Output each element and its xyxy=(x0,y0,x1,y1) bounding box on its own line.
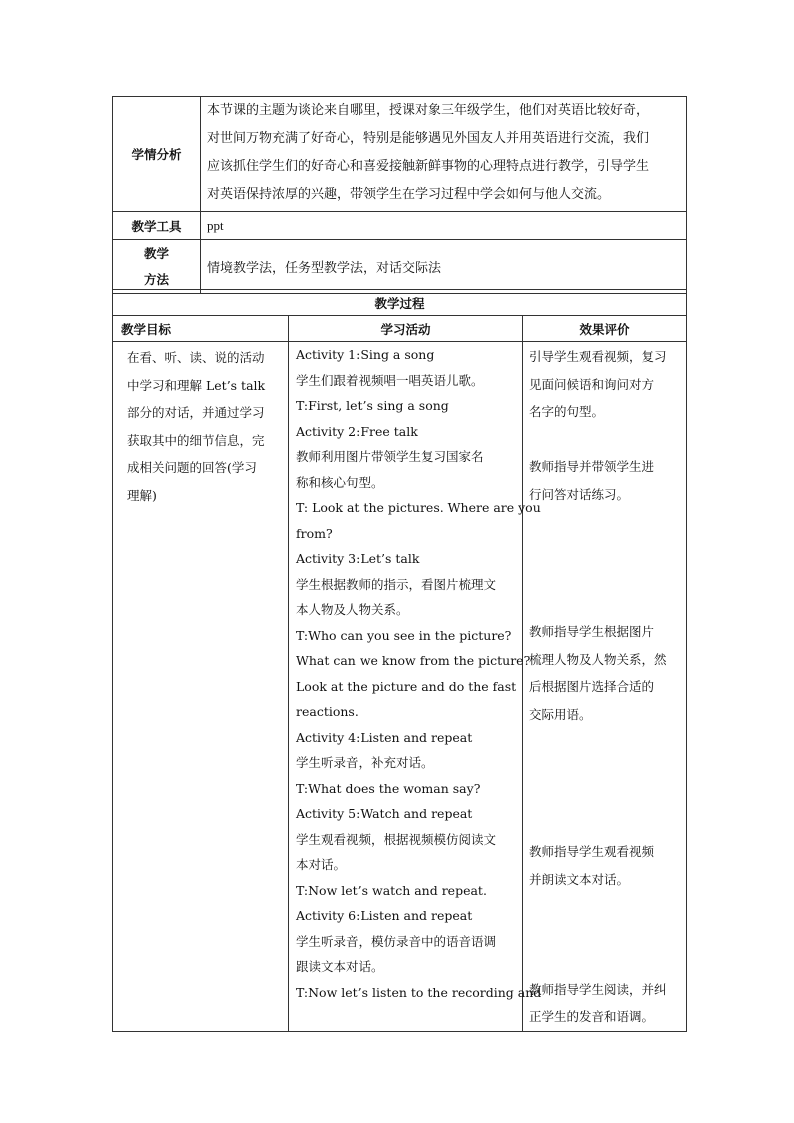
col-header-activity: 学习活动 xyxy=(289,316,523,342)
activity-line: T:Who can you see in the picture? xyxy=(296,627,512,643)
process-header-row xyxy=(113,316,687,342)
activity-line: 学生根据教师的指示，看图片梳理文 xyxy=(296,576,497,592)
eval-cell xyxy=(523,342,687,1032)
goal-line: 成相关问题的回答(学习 xyxy=(127,460,257,475)
eval-line xyxy=(529,426,686,454)
tools-row xyxy=(113,212,687,240)
analysis-line: 对英语保持浓厚的兴趣，带领学生在学习过程中学会如何与他人交流。 xyxy=(207,187,611,202)
goal-line: 部分的对话，并通过学习 xyxy=(127,405,265,420)
method-value-cell xyxy=(201,240,687,294)
activity-line: T:First, let’s sing a song xyxy=(296,398,449,413)
process-content-row xyxy=(113,342,687,1032)
analysis-label: 学情分析 xyxy=(113,97,201,212)
activity-line: Activity 3:Let’s talk xyxy=(296,551,420,566)
analysis-row xyxy=(113,97,687,212)
eval-line xyxy=(529,728,686,756)
analysis-content xyxy=(201,97,687,212)
goal-line: 在看、听、读、说的活动 xyxy=(127,350,265,365)
activity-line: 学生听录音，模仿录音中的语音语调 xyxy=(296,933,497,949)
eval-line: 名字的句型。 xyxy=(529,404,605,419)
activity-line: Activity 6:Listen and repeat xyxy=(296,908,473,923)
activity-line: T: Look at the pictures. Where are you xyxy=(296,500,541,515)
tools-value: ppt xyxy=(207,217,224,233)
method-value: 情境教学法，任务型教学法，对话交际法 xyxy=(207,261,442,276)
eval-line: 见面问候语和询问对方 xyxy=(529,376,655,392)
activity-line: What can we know from the picture? xyxy=(296,653,531,668)
analysis-line: 应该抓住学生们的好奇心和喜爱接触新鲜事物的心理特点进行教学，引导学生 xyxy=(207,159,650,174)
method-label-line-2: 方法 xyxy=(143,271,169,287)
activity-line: Activity 1:Sing a song xyxy=(296,347,435,362)
eval-line: 引导学生观看视频，复习 xyxy=(529,349,667,364)
goal-line: 中学习和理解 Let’s talk xyxy=(127,377,266,393)
activity-line: Look at the picture and do the fast xyxy=(296,678,517,694)
col-header-eval: 效果评价 xyxy=(523,316,687,342)
eval-line: 梳理人物及人物关系，然 xyxy=(529,651,667,667)
eval-line xyxy=(529,756,686,784)
lesson-info-table xyxy=(112,96,687,294)
activity-line: Activity 5:Watch and repeat xyxy=(296,806,473,821)
eval-lines xyxy=(523,342,686,1031)
tools-value-cell xyxy=(201,212,687,240)
method-row xyxy=(113,240,687,294)
analysis-line: 本节课的主题为谈论来自哪里，授课对象三年级学生，他们对英语比较好奇， xyxy=(207,103,650,118)
activity-line: 本对话。 xyxy=(296,857,347,872)
activity-line: T:What does the woman say? xyxy=(296,780,481,796)
goal-cell xyxy=(113,342,289,1032)
activity-line: reactions. xyxy=(296,704,359,719)
activity-line: Activity 4:Listen and repeat xyxy=(296,729,473,745)
analysis-line: 对世间万物充满了好奇心，特别是能够遇见外国友人并用英语进行交流，我们 xyxy=(207,131,650,146)
eval-line: 后根据图片选择合适的 xyxy=(529,679,655,694)
activity-line: 称和核心句型。 xyxy=(296,474,384,490)
process-title: 教学过程 xyxy=(113,290,687,316)
activity-line: from? xyxy=(296,525,333,541)
eval-line xyxy=(529,921,686,949)
activity-line: 教师利用图片带领学生复习国家名 xyxy=(296,449,484,464)
activity-line: 学生们跟着视频唱一唱英语儿歌。 xyxy=(296,372,484,388)
activity-lines xyxy=(289,342,542,1005)
method-label-cell xyxy=(113,240,201,294)
tools-label: 教学工具 xyxy=(113,212,201,240)
activity-line: Activity 2:Free talk xyxy=(296,423,418,439)
teaching-process-table xyxy=(112,289,687,1032)
eval-line xyxy=(529,508,686,536)
activity-cell xyxy=(289,342,542,1032)
eval-line xyxy=(529,783,686,811)
eval-line: 正学生的发音和语调。 xyxy=(529,1009,655,1024)
eval-line: 教师指导学生根据图片 xyxy=(529,624,655,639)
eval-line xyxy=(529,811,686,839)
activity-line: 跟读文本对话。 xyxy=(296,959,384,974)
goal-line: 理解) xyxy=(127,487,157,503)
activity-line: 学生观看视频，根据视频模仿阅读文 xyxy=(296,831,497,847)
eval-line xyxy=(529,563,686,591)
eval-line: 教师指导学生阅读，并纠 xyxy=(529,981,667,997)
eval-line: 行问答对话练习。 xyxy=(529,486,630,502)
goal-line: 获取其中的细节信息，完 xyxy=(127,432,265,448)
col-header-goal: 教学目标 xyxy=(113,316,289,342)
eval-line: 教师指导并带领学生进 xyxy=(529,459,655,474)
eval-line xyxy=(529,893,686,921)
goal-lines xyxy=(113,342,288,509)
eval-line xyxy=(529,591,686,619)
eval-line: 交际用语。 xyxy=(529,706,592,722)
activity-line: T:Now let’s watch and repeat. xyxy=(296,882,487,898)
method-label-line-1: 教学 xyxy=(143,245,169,261)
activity-line: 本人物及人物关系。 xyxy=(296,602,409,617)
eval-line xyxy=(529,536,686,564)
activity-line: T:Now let’s listen to the recording and xyxy=(296,984,542,1000)
eval-line xyxy=(529,948,686,976)
eval-line: 教师指导学生观看视频 xyxy=(529,844,655,859)
process-title-row xyxy=(113,290,687,316)
activity-line: 学生听录音，补充对话。 xyxy=(296,755,434,770)
eval-line: 并朗读文本对话。 xyxy=(529,871,630,887)
